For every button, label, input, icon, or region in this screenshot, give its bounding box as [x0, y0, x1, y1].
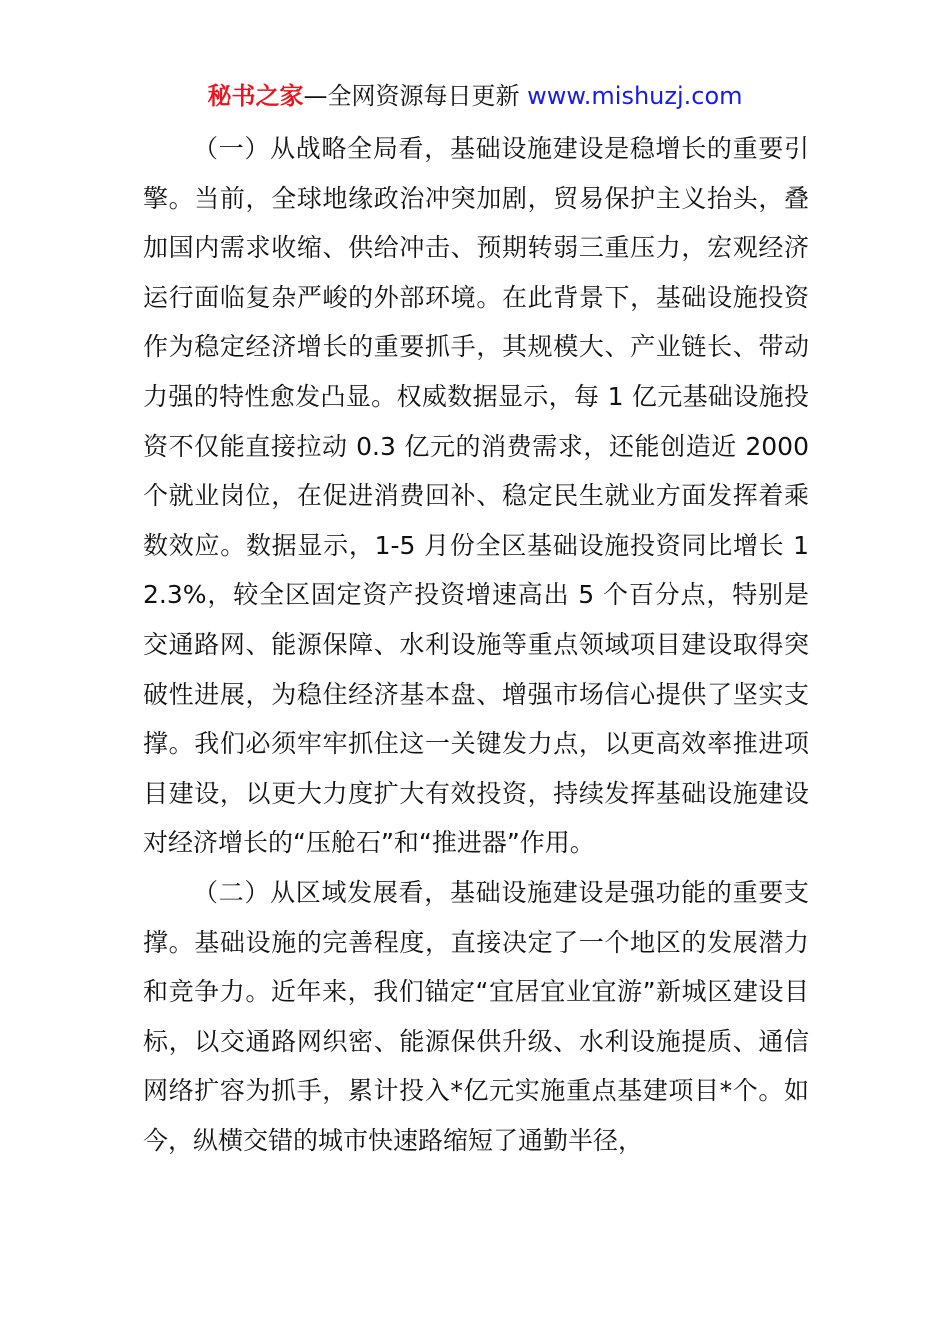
site-tagline: —全网资源每日更新 — [303, 82, 528, 110]
site-url-link[interactable]: www.mishuzj.com — [527, 82, 743, 110]
document-body — [143, 124, 809, 1165]
paragraph-strategy: （一）从战略全局看，基础设施建设是稳增长的重要引擎。当前，全球地缘政治冲突加剧，贸易保护主义抬头，叠加国内需求收缩、供给冲击、预期转弱三重压力，宏观经济运行面临复杂严峻的外部环境。在此背景下，基础设施投资作为稳定经济增长的重要抓手，其规模大、产业链长、带动力强的特性愈发凸显。权威数据显示，每 1 亿元基础设施投资不仅能直接拉动 0.3 亿元的消费需求，还能创造近 2000 个就业岗位，在促进消费回补、稳定民生就业方面发挥着乘数效应。数据显示，1-5 月份全区基础设施投资同比增长 12.3%，较全区固定资产投资增速高出 5 个百分点，特别是交通路网、能源保障、水利设施等重点领域项目建设取得突破性进展，为稳住经济基本盘、增强市场信心提供了坚实支撑。我们必须牢牢抓住这一关键发力点，以更高效率推进项目建设，以更大力度扩大有效投资，持续发挥基础设施建设对经济增长的“压舱石”和“推进器”作用。 — [143, 134, 809, 858]
site-header — [0, 80, 950, 112]
site-brand: 秘书之家 — [207, 82, 304, 110]
paragraph-regional: （二）从区域发展看，基础设施建设是强功能的重要支撑。基础设施的完善程度，直接决定了一个地区的发展潜力和竞争力。近年来，我们锚定“宜居宜业宜游”新城区建设目标，以交通路网织密、能源保供升级、水利设施提质、通信网络扩容为抓手，累计投入*亿元实施重点基建项目*个。如今，纵横交错的城市快速路缩短了通勤半径， — [143, 877, 809, 1155]
